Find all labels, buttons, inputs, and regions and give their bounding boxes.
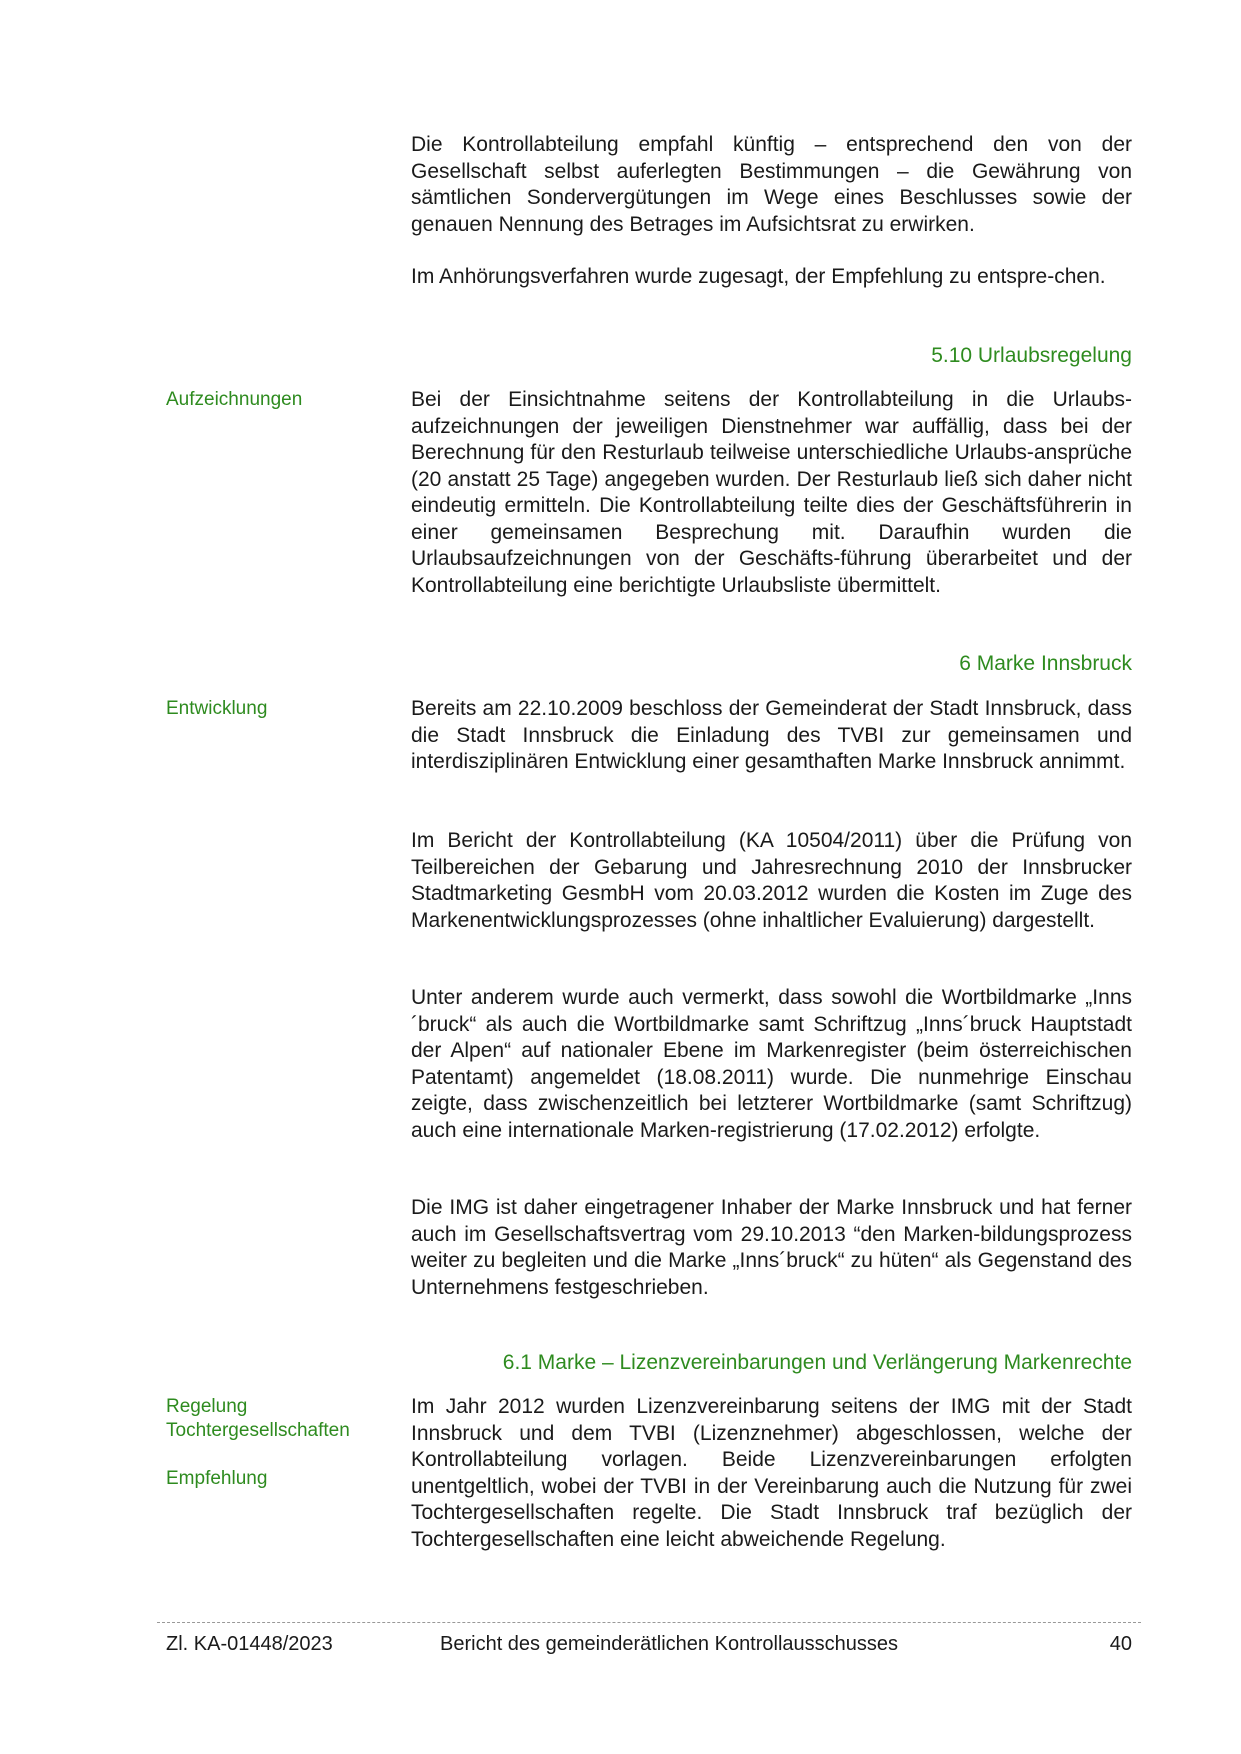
body-paragraph-anhoerung (411, 264, 1132, 291)
body-paragraph-img-inhaber (411, 1195, 1132, 1301)
body-paragraph-lizenzvereinbarung (411, 1394, 1132, 1553)
paragraph-text: Im Jahr 2012 wurden Lizenzvereinbarung seitens der IMG mit der Stadt Innsbruck und dem TVBI (Lizenznehmer) abgeschlossen, welche der Kontrollabteilung vorlagen. Beide Lizenzvereinbarungen erfolgten unentgeltlich, wobei der TVBI in der Vereinbarung auch die Nutzung für zwei Tochtergesellschaften regelte. Die Stadt Innsbruck traf bezüglich der Tochtergesellschaften eine leicht abweichende Regelung. (411, 1395, 1132, 1551)
paragraph-text: Im Anhörungsverfahren wurde zugesagt, der Empfehlung zu entspre-chen. (411, 265, 1106, 288)
paragraph-text: Bei der Einsichtnahme seitens der Kontrollabteilung in die Urlaubs-aufzeichnungen der jeweiligen Dienstnehmer war auffällig, dass bei der Berechnung für den Resturlaub teilweise unterschiedliche Urlaubs-ansprüche (20 anstatt 25 Tage) angegeben wurden. Der Resturlaub ließ sich daher nicht eindeutig ermitteln. Die Kontrollabteilung teilte dies der Geschäftsführerin in einer gemeinsamen Besprechung mit. Daraufhin wurden die Urlaubsaufzeichnungen von der Geschäfts-führung überarbeitet und der Kontrollabteilung eine berichtigte Urlaubsliste übermittelt. (411, 388, 1132, 597)
paragraph-text: Bereits am 22.10.2009 beschloss der Gemeinderat der Stadt Innsbruck, dass die Stadt Innsbruck die Einladung des TVBI zur gemeinsamen und interdisziplinären Entwicklung einer gesamthaften Marke Innsbruck annimmt. (411, 697, 1132, 773)
footer-title: Bericht des gemeinderätlichen Kontrollausschusses (440, 1633, 899, 1655)
section-heading-6-1: 6.1 Marke – Lizenzvereinbarungen und Verlängerung Markenrechte (502, 1351, 1132, 1374)
section-heading-6: 6 Marke Innsbruck (959, 652, 1132, 675)
margin-note-regelung (166, 1395, 350, 1443)
body-paragraph-sondervergutungen (411, 132, 1132, 238)
paragraph-text: Unter anderem wurde auch vermerkt, dass sowohl die Wortbildmarke „Inns´bruck“ als auch die Wortbildmarke samt Schriftzug „Inns´bruck Hauptstadt der Alpen“ auf nationaler Ebene im Markenregister (beim österreichischen Patentamt) angemeldet (18.08.2011) wurde. Die nunmehrige Einschau zeigte, dass zwischenzeitlich bei letzterer Wortbildmarke (samt Schriftzug) auch eine internationale Marken-registrierung (17.02.2012) erfolgte. (411, 986, 1132, 1142)
margin-note-aufzeichnungen: Aufzeichnungen (166, 389, 303, 410)
margin-note-entwicklung: Entwicklung (166, 698, 268, 719)
footer-reference: Zl. KA-01448/2023 (166, 1633, 333, 1655)
body-paragraph-bericht (411, 828, 1132, 934)
paragraph-text: Im Bericht der Kontrollabteilung (KA 10504/2011) über die Prüfung von Teilbereichen der Gebarung und Jahresrechnung 2010 der Innsbrucker Stadtmarketing GesmbH vom 20.03.2012 wurden die Kosten im Zuge des Markenentwicklungsprozesses (ohne inhaltlicher Evaluierung) dargestellt. (411, 829, 1132, 932)
body-paragraph-wortbildmarke (411, 985, 1132, 1144)
body-paragraph-urlaub (411, 387, 1132, 599)
margin-note-line: Tochtergesellschaften (166, 1420, 350, 1441)
paragraph-text: Die IMG ist daher eingetragener Inhaber der Marke Innsbruck und hat ferner auch im Gesellschaftsvertrag vom 29.10.2013 “den Marken-bildungsprozess weiter zu begleiten und die Marke „Inns´bruck“ zu hüten“ als Gegenstand des Unternehmens festgeschrieben. (411, 1196, 1132, 1299)
margin-note-empfehlung: Empfehlung (166, 1468, 268, 1489)
margin-note-line: Regelung (166, 1396, 248, 1417)
section-heading-5-10: 5.10 Urlaubsregelung (931, 344, 1132, 367)
footer-page-number: 40 (1109, 1633, 1132, 1655)
footer-divider (157, 1622, 1141, 1623)
body-paragraph-gemeinderat (411, 696, 1132, 776)
paragraph-text: Die Kontrollabteilung empfahl künftig – entsprechend den von der Gesellschaft selbst auferlegten Bestimmungen – die Gewährung von sämtlichen Sondervergütungen im Wege eines Beschlusses sowie der genauen Nennung des Betrages im Aufsichtsrat zu erwirken. (411, 133, 1132, 236)
